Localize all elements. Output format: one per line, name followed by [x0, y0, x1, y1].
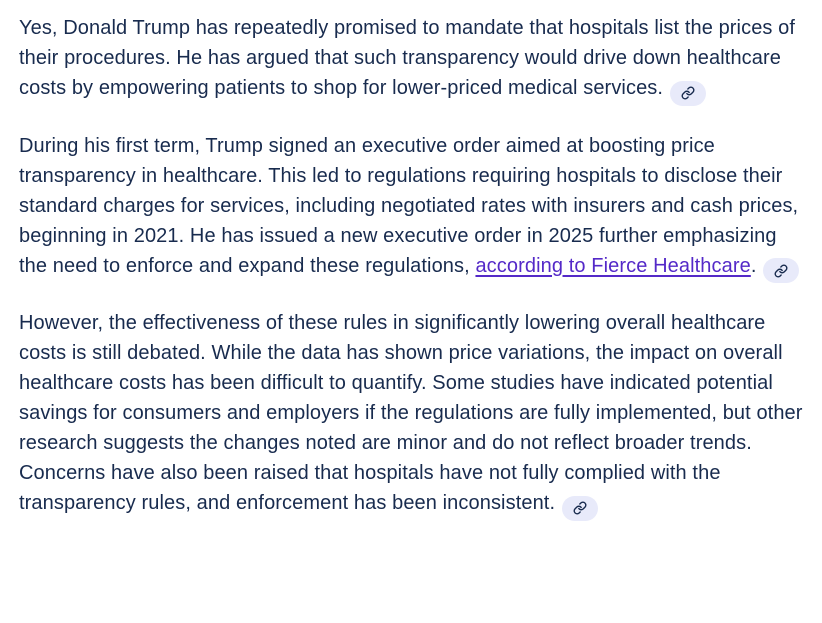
- link-icon: [774, 264, 788, 278]
- paragraph-text: However, the effectiveness of these rules in significantly lowering overall healthcare costs is still debated. While the data has shown price variations, the impact on overall healthcare costs has been difficult to quantify. Some studies have indicated potential savings for consumers and employers if the regulations are fully implemented, but other research suggests the changes noted are minor and do not reflect broader trends. Concerns have also been raised that hospitals have not fully complied with the transparency rules, and enforcement has been inconsistent.: [19, 312, 803, 514]
- citation-badge[interactable]: [670, 81, 706, 106]
- paragraph: [19, 13, 808, 106]
- link-icon: [681, 86, 695, 100]
- citation-badge[interactable]: [562, 496, 598, 521]
- paragraph: [19, 131, 808, 284]
- citation-badge[interactable]: [763, 258, 799, 283]
- fierce-healthcare-link[interactable]: according to Fierce Healthcare: [475, 254, 751, 277]
- paragraph-text: .: [750, 254, 757, 277]
- paragraph-text: Yes, Donald Trump has repeatedly promised to mandate that hospitals list the prices of their procedures. He has argued that such transparency would drive down healthcare costs by empowering patients to shop for lower-priced medical services.: [19, 17, 796, 99]
- paragraph: [19, 308, 808, 521]
- link-icon: [573, 501, 587, 515]
- paragraph-text: During his first term, Trump signed an executive order aimed at boosting price transparency in healthcare. This led to regulations requiring hospitals to disclose their standard charges for services, including negotiated rates with insurers and cash prices, beginning in 2021. He has issued a new executive order in 2025 further emphasizing the need to enforce and expand these regulations,: [19, 134, 799, 277]
- assistant-answer: [19, 13, 808, 521]
